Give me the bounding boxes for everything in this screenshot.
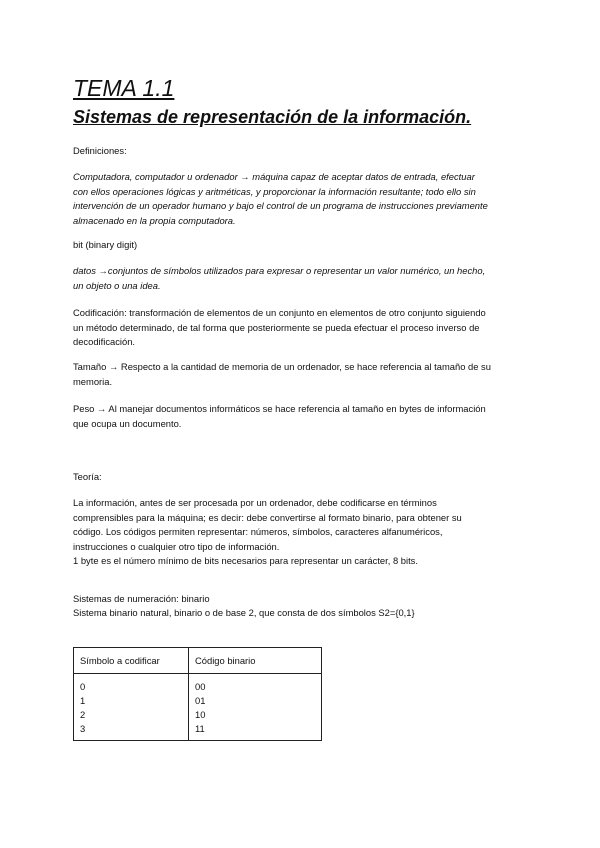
theory-label: Teoría:: [73, 471, 102, 482]
table-cell: 01: [195, 695, 206, 706]
table-row: [74, 674, 322, 741]
text-line: almacenado en la propia computadora.: [73, 214, 236, 226]
table-header-row: [74, 648, 322, 674]
page-subtitle: Sistemas de representación de la información.: [73, 107, 472, 127]
numeration-heading: Sistemas de numeración: binario: [73, 593, 210, 604]
text-line: con ellos operaciones lógicas y aritméticas, y proporcionar la información resultante; todo ello sin: [73, 185, 476, 197]
text-line: La información, antes de ser procesada por un ordenador, debe codificarse en términos: [73, 497, 437, 508]
table-cell: 3: [80, 723, 86, 734]
theory-text: [73, 496, 533, 569]
text-line: que ocupa un documento.: [73, 417, 182, 429]
table-cell: 2: [80, 709, 86, 720]
text-line: datos →conjuntos de símbolos utilizados para expresar o representar un valor numérico, un hecho,: [73, 265, 486, 276]
column-header-symbol: Símbolo a codificar: [74, 648, 189, 674]
bit-definition: bit (binary digit): [73, 239, 138, 250]
page-title: TEMA 1.1: [73, 75, 175, 101]
column-header-code: Código binario: [189, 648, 322, 674]
text-line: Computadora, computador u ordenador → máquina capaz de aceptar datos de entrada, efectuar: [73, 171, 475, 182]
table-cell: 10: [195, 709, 206, 720]
text-line: Codificación: transformación de elementos de un conjunto en elementos de otro conjunto siguiendo: [73, 307, 486, 318]
text-line: 1 byte es el número mínimo de bits necesarios para representar un carácter, 8 bits.: [73, 555, 418, 567]
table-cell: 11: [195, 723, 205, 734]
table-cell: 00: [195, 681, 206, 692]
text-line: memoria.: [73, 375, 113, 387]
symbol-column: [74, 674, 189, 741]
text-line: instrucciones o cualquier otro tipo de información.: [73, 540, 280, 552]
table-cell: 1: [80, 695, 86, 706]
binary-code-table: [73, 647, 322, 741]
numeration-description: Sistema binario natural, binario o de base 2, que consta de dos símbolos S2={0,1}: [73, 607, 415, 618]
definitions-label: Definiciones:: [73, 145, 127, 156]
codificacion-definition: [73, 306, 533, 350]
tamano-definition: [73, 360, 533, 389]
text-line: un método determinado, de tal forma que posteriormente se pueda efectuar el proceso inverso de: [73, 321, 480, 333]
text-line: Peso → Al manejar documentos informáticos se hace referencia al tamaño en bytes de información: [73, 403, 486, 414]
text-line: decodificación.: [73, 336, 136, 348]
code-column: [189, 674, 322, 741]
text-line: Tamaño → Respecto a la cantidad de memoria de un ordenador, se hace referencia al tamaño de su: [73, 361, 491, 372]
text-line: un objeto o una idea.: [73, 279, 161, 291]
computer-definition: [73, 170, 533, 228]
peso-definition: [73, 402, 533, 431]
datos-definition: [73, 264, 533, 293]
text-line: intervención de un operador humano y bajo el control de un programa de instrucciones previamente: [73, 200, 488, 212]
text-line: código. Los códigos permiten representar: números, símbolos, caracteres alfanuméricos,: [73, 526, 443, 538]
table-cell: 0: [80, 681, 86, 692]
text-line: comprensibles para la máquina; es decir: debe convertirse al formato binario, para obtener su: [73, 511, 462, 523]
